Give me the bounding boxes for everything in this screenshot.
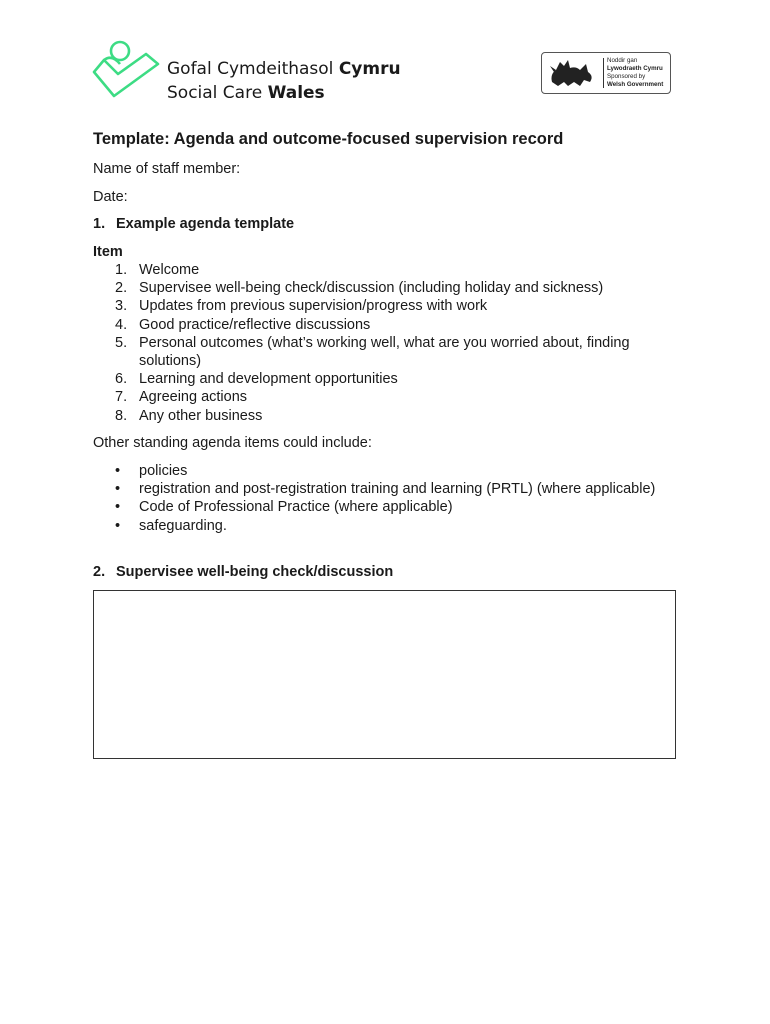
agenda-item-text: Good practice/reflective discussions — [139, 316, 371, 333]
agenda-item — [93, 407, 679, 425]
social-care-wales-logo — [90, 40, 420, 104]
logo-mark-icon — [90, 40, 162, 102]
agenda-item-number: 1. — [115, 262, 128, 278]
logo-wordmark: Gofal Cymdeithasol Cymru Social Care Wales — [167, 59, 401, 103]
agenda-item-text: Supervisee well-being check/discussion (including holiday and sickness) — [139, 280, 604, 297]
agenda-item-number: 8. — [115, 407, 128, 424]
standing-item-text: Code of Professional Practice (where applicable) — [139, 499, 453, 516]
standing-item — [93, 517, 659, 535]
standing-item — [93, 498, 659, 516]
standing-item — [93, 480, 659, 498]
welsh-government-badge — [541, 52, 671, 94]
section-2-heading: 2. Supervisee well-being check/discussion — [93, 564, 394, 580]
standing-items-list — [93, 462, 659, 535]
agenda-list — [93, 261, 679, 425]
wellbeing-discussion-textbox[interactable] — [93, 590, 676, 759]
agenda-item — [93, 297, 679, 315]
welsh-dragon-icon — [546, 56, 598, 90]
agenda-item-text: Any other business — [139, 407, 263, 424]
badge-text: Noddir gan Lywodraeth Cymru Sponsored by Welsh Government — [607, 57, 664, 88]
agenda-item-text: Agreeing actions — [139, 389, 248, 406]
bullet-icon: • — [115, 481, 121, 498]
agenda-item-text: Learning and development opportunities — [139, 371, 398, 388]
agenda-item — [93, 279, 679, 297]
date-label: Date: — [93, 189, 128, 205]
standing-items-intro: Other standing agenda items could include: — [93, 435, 372, 451]
bullet-icon: • — [115, 463, 121, 479]
section-1-heading: 1. Example agenda template — [93, 216, 295, 232]
agenda-item-number: 5. — [115, 334, 128, 351]
item-heading: Item — [93, 244, 123, 260]
agenda-item-number: 2. — [115, 280, 128, 297]
agenda-item-text: Updates from previous supervision/progress with work — [139, 298, 488, 315]
standing-item-text: safeguarding. — [139, 517, 227, 534]
agenda-item — [93, 370, 679, 388]
agenda-item — [93, 316, 679, 334]
agenda-item — [93, 388, 679, 406]
badge-divider — [603, 58, 604, 88]
agenda-item-number: 3. — [115, 298, 128, 315]
agenda-item-text: Welcome — [139, 262, 200, 278]
agenda-item-number: 7. — [115, 389, 128, 406]
agenda-item-text: Personal outcomes (what’s working well, what are you worried about, finding solutions) — [139, 334, 630, 370]
bullet-icon: • — [115, 499, 121, 516]
bullet-icon: • — [115, 517, 121, 534]
agenda-item-number: 6. — [115, 371, 128, 388]
document-title: Template: Agenda and outcome-focused supervision record — [93, 130, 564, 148]
standing-item-text: policies — [139, 463, 188, 479]
agenda-item — [93, 261, 679, 279]
agenda-item — [93, 334, 679, 370]
standing-item-text: registration and post-registration training and learning (PRTL) (where applicable) — [139, 481, 656, 498]
standing-item — [93, 462, 659, 480]
agenda-item-number: 4. — [115, 316, 128, 333]
staff-name-label: Name of staff member: — [93, 161, 241, 177]
